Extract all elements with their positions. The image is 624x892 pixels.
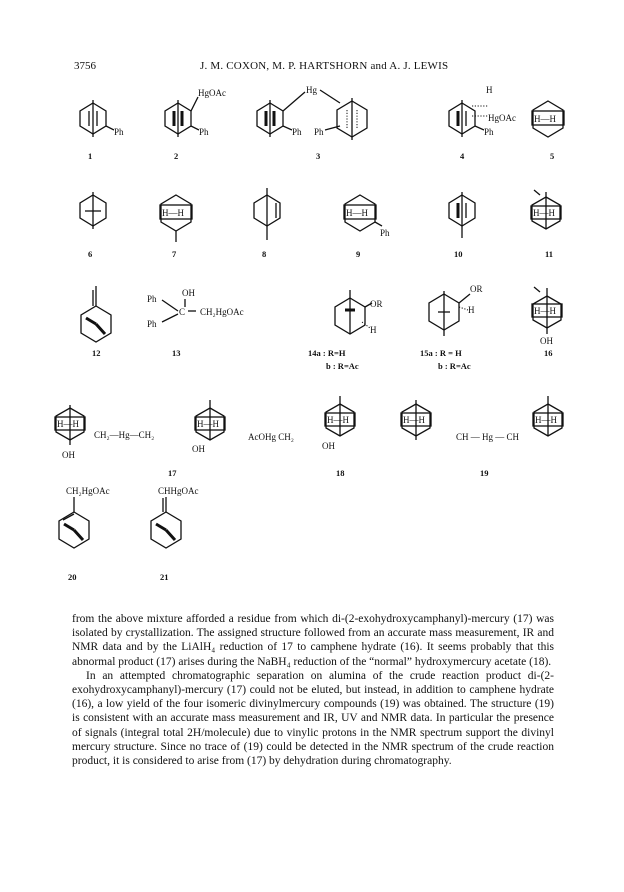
- hh-label-2: H—H: [535, 415, 557, 425]
- structure-13: [147, 288, 244, 358]
- structure-17: [55, 400, 225, 478]
- ph-label: Ph: [292, 127, 302, 137]
- hh-label: H—H: [57, 419, 79, 429]
- compound-number: 8: [262, 249, 267, 259]
- hh-label-2: H—H: [197, 419, 219, 429]
- ph-label: Ph: [199, 127, 209, 137]
- structure-19: [401, 396, 563, 478]
- structure-4: [449, 85, 516, 161]
- compound-number: 4: [460, 151, 465, 161]
- or-label: OR: [470, 284, 483, 294]
- structure-9: [344, 195, 390, 259]
- running-head: J. M. COXON, M. P. HARTSHORN and A. J. LEWIS: [200, 60, 449, 72]
- compound-number: 2: [174, 151, 179, 161]
- compound-number-b: b : R=Ac: [326, 361, 359, 371]
- compound-number: 14a : R=H: [308, 348, 346, 358]
- structure-3: [257, 85, 367, 161]
- page-number: 3756: [74, 60, 96, 72]
- ch2hgoac-label: CH₂HgOAc: [200, 307, 244, 317]
- structure-18: [248, 396, 355, 478]
- ch-hg-ch-label: CH — Hg — CH: [456, 432, 520, 442]
- structure-11: [531, 190, 561, 259]
- compound-number: 17: [168, 468, 177, 478]
- structure-5: [532, 101, 564, 161]
- structure-10: [449, 192, 475, 259]
- ch2hgoac-label: CH₂HgOAc: [66, 486, 110, 496]
- structure-8: [254, 188, 280, 259]
- compound-number: 3: [316, 151, 321, 161]
- compound-number: 15a : R = H: [420, 348, 462, 358]
- structure-15: [420, 284, 483, 371]
- compound-number: 7: [172, 249, 177, 259]
- hh-label: H—H: [162, 208, 184, 218]
- compound-number: 1: [88, 151, 93, 161]
- compound-number: 18: [336, 468, 345, 478]
- compound-number: 16: [544, 348, 553, 358]
- h-label: H: [370, 325, 377, 335]
- structure-1: [80, 100, 124, 161]
- hgoac-label: HgOAc: [198, 88, 226, 98]
- ph-label-2: Ph: [147, 319, 157, 329]
- hg-label: Hg: [306, 85, 317, 95]
- oh-label: OH: [540, 336, 553, 346]
- ph-label: Ph: [380, 228, 390, 238]
- hh-label: H—H: [534, 114, 556, 124]
- ph-label: Ph: [484, 127, 494, 137]
- compound-number: 13: [172, 348, 181, 358]
- compound-number: 19: [480, 468, 489, 478]
- h-label: H: [486, 85, 493, 95]
- structure-16: [532, 287, 562, 358]
- ph-label-2: Ph: [314, 127, 324, 137]
- oh-label: OH: [62, 450, 75, 460]
- compound-number: 11: [545, 249, 554, 259]
- oh-label-2: OH: [192, 444, 205, 454]
- compound-number: 12: [92, 348, 101, 358]
- compound-number: 20: [68, 572, 77, 582]
- hh-label: H—H: [346, 208, 368, 218]
- paragraph: from the above mixture afforded a residue from which di-(2-exohydroxycamphanyl)-mercury (17) was isolated by crystallization. The assigned structure followed from an accurate mass measurement, IR and NMR data and by the LiAlH₄ reduction of 17 to camphene hydrate (16). It seems probably that this abnormal product (17) arises during the NaBH₄ reduction of the “normal” hydroxymercury acetate (18).: [72, 613, 554, 668]
- ch2-hg-ch2-label: CH₂—Hg—CH₂: [94, 430, 155, 440]
- compound-number-b: b : R=Ac: [438, 361, 471, 371]
- compound-number: 5: [550, 151, 555, 161]
- ph-label: Ph: [114, 127, 124, 137]
- hgoac-label: HgOAc: [488, 113, 516, 123]
- hh-label: H—H: [534, 306, 556, 316]
- structure-6: [80, 192, 106, 259]
- structure-7: [160, 195, 192, 259]
- structure-21: [151, 486, 199, 582]
- hh-label: H—H: [533, 208, 555, 218]
- structure-2: [165, 88, 226, 161]
- compound-number: 9: [356, 249, 361, 259]
- structure-12: [81, 286, 111, 358]
- structure-20: [59, 486, 110, 582]
- body-text: [72, 612, 554, 768]
- compound-number: 21: [160, 572, 169, 582]
- oh-label: OH: [322, 441, 335, 451]
- compound-number: 6: [88, 249, 93, 259]
- hh-label: H—H: [403, 415, 425, 425]
- c-label: C: [179, 307, 186, 317]
- h-label: H: [468, 305, 475, 315]
- acohg-ch2-label: AcOHg CH₂: [248, 432, 294, 442]
- ph-label: Ph: [147, 294, 157, 304]
- oh-label: OH: [182, 288, 195, 298]
- or-label: OR: [370, 299, 383, 309]
- structure-14: [308, 290, 383, 371]
- hh-label: H—H: [327, 415, 349, 425]
- compound-number: 10: [454, 249, 463, 259]
- chhgoac-label: CHHgOAc: [158, 486, 199, 496]
- paragraph: In an attempted chromatographic separation on alumina of the crude reaction product di-(2-exohydroxycamphanyl)-mercury (17) could not be eluted, but instead, in addition to camphene hydrate (16), a low yield of the four isomeric divinylmercury compounds (19) was obtained. The structure (19) is consistent with an accurate mass measurement and IR, UV and NMR data. In particular the presence of signals (integral total 2H/molecule) due to vinylic protons in the NMR spectrum support the divinyl mercury structure. Since no trace of (19) could be detected in the NMR spectrum of the crude reaction product, it is considered to arise from (17) by dehydration during chromatography.: [72, 669, 554, 768]
